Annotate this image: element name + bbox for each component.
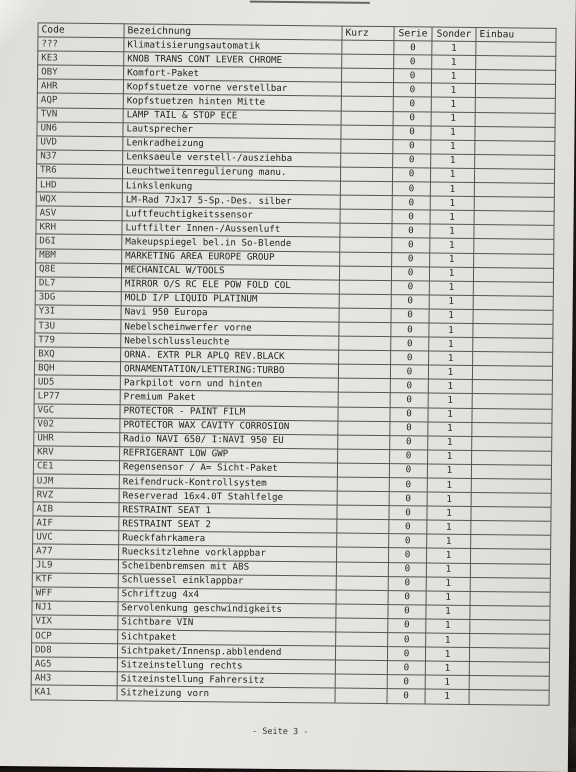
sonder-cell: 1 — [428, 393, 472, 408]
serie-cell: 0 — [390, 421, 428, 435]
description-cell: Lenkradheizung — [123, 137, 341, 153]
kurz-cell — [336, 576, 388, 591]
sonder-cell: 1 — [426, 605, 470, 620]
kurz-cell — [336, 618, 388, 633]
code-cell: N37 — [37, 150, 123, 165]
description-cell: Luftfilter Innen-/Aussenluft — [122, 221, 340, 237]
serie-cell: 0 — [392, 168, 430, 182]
einbau-cell — [472, 408, 552, 423]
serie-cell: 0 — [391, 308, 429, 322]
serie-cell: 0 — [391, 266, 429, 280]
sonder-cell: 1 — [425, 675, 469, 690]
einbau-cell — [474, 197, 554, 212]
einbau-cell — [474, 239, 554, 254]
kurz-cell — [342, 68, 394, 83]
einbau-cell — [469, 690, 549, 705]
kurz-cell — [336, 548, 388, 563]
sonder-cell: 1 — [431, 112, 475, 127]
code-cell: VGC — [34, 403, 120, 418]
kurz-cell — [338, 364, 390, 379]
description-cell: Schriftzug 4x4 — [118, 588, 336, 604]
description-cell: LAMP TAIL & STOP ECE — [123, 108, 341, 124]
code-cell: T79 — [35, 333, 121, 348]
serie-cell: 0 — [393, 139, 431, 153]
code-cell: T3U — [35, 319, 121, 334]
serie-cell: 0 — [388, 604, 426, 618]
kurz-cell — [338, 393, 390, 408]
einbau-cell — [475, 112, 555, 127]
einbau-cell — [474, 183, 554, 198]
kurz-cell — [336, 604, 388, 619]
code-cell: 3DG — [35, 291, 121, 306]
einbau-cell — [473, 338, 553, 353]
kurz-cell — [338, 449, 390, 464]
serie-cell: 0 — [389, 534, 427, 548]
serie-cell: 0 — [392, 196, 430, 210]
sonder-cell: 1 — [427, 464, 471, 479]
code-cell: TVN — [37, 107, 123, 122]
kurz-cell — [336, 590, 388, 605]
serie-cell: 0 — [389, 520, 427, 534]
description-cell: RESTRAINT SEAT 1 — [119, 503, 337, 519]
einbau-cell — [474, 225, 554, 240]
kurz-cell — [339, 280, 391, 295]
code-cell: BXQ — [35, 347, 121, 362]
sonder-cell: 1 — [430, 253, 474, 268]
header-description: Bezeichnung — [124, 24, 342, 40]
serie-cell: 0 — [387, 661, 425, 675]
kurz-cell — [341, 139, 393, 154]
sonder-cell: 1 — [428, 379, 472, 394]
code-cell: ??? — [38, 37, 124, 52]
code-cell: UN6 — [37, 122, 123, 137]
einbau-cell — [472, 394, 552, 409]
serie-cell: 0 — [388, 633, 426, 647]
description-cell: Navi 950 Europa — [121, 306, 339, 322]
sonder-cell: 1 — [428, 365, 472, 380]
einbau-cell — [471, 464, 551, 479]
code-cell: RVZ — [33, 488, 119, 503]
sonder-cell: 1 — [427, 478, 471, 493]
header-code: Code — [38, 23, 124, 38]
serie-cell: 0 — [389, 464, 427, 478]
code-cell: D6I — [36, 234, 122, 249]
description-cell: KNOB TRANS CONT LEVER CHROME — [124, 52, 342, 68]
description-cell: MIRROR O/S RC ELE POW FOLD COL — [121, 277, 339, 293]
kurz-cell — [335, 660, 387, 675]
description-cell: REFRIGERANT LOW GWP — [120, 447, 338, 463]
einbau-cell — [473, 309, 553, 324]
einbau-cell — [473, 267, 553, 282]
sonder-cell: 1 — [428, 422, 472, 437]
code-cell: NJ1 — [32, 601, 118, 616]
sonder-cell: 1 — [428, 450, 472, 465]
description-cell: Luftfeuchtigkeitssensor — [122, 207, 340, 223]
cut-off-heading — [250, 1, 370, 8]
sonder-cell: 1 — [426, 577, 470, 592]
einbau-cell — [476, 70, 556, 85]
serie-cell: 0 — [393, 83, 431, 97]
sonder-cell: 1 — [430, 182, 474, 197]
sonder-cell: 1 — [429, 267, 473, 282]
serie-cell: 0 — [388, 619, 426, 633]
kurz-cell — [341, 125, 393, 140]
serie-cell: 0 — [394, 41, 432, 55]
description-cell: Sitzheizung vorn — [117, 686, 335, 702]
sonder-cell: 1 — [427, 534, 471, 549]
kurz-cell — [337, 491, 389, 506]
kurz-cell — [340, 181, 392, 196]
serie-cell: 0 — [391, 323, 429, 337]
code-cell: Q8E — [35, 262, 121, 277]
serie-cell: 0 — [392, 182, 430, 196]
header-kurz: Kurz — [342, 26, 394, 41]
einbau-cell — [471, 535, 551, 550]
einbau-cell — [473, 281, 553, 296]
sonder-cell: 1 — [426, 591, 470, 606]
einbau-cell — [476, 56, 556, 71]
kurz-cell — [340, 195, 392, 210]
serie-cell: 0 — [392, 238, 430, 252]
code-cell: AQP — [37, 93, 123, 108]
einbau-cell — [476, 42, 556, 57]
code-cell: CE1 — [33, 460, 119, 475]
code-cell: UVD — [37, 136, 123, 151]
description-cell: Premium Paket — [120, 390, 338, 406]
code-cell: AIF — [33, 516, 119, 531]
serie-cell: 0 — [391, 294, 429, 308]
header-sonder: Sonder — [432, 27, 476, 42]
description-cell: Scheibenbremsen mit ABS — [118, 559, 336, 575]
code-cell: V02 — [34, 418, 120, 433]
serie-cell: 0 — [388, 562, 426, 576]
kurz-cell — [339, 322, 391, 337]
description-cell: MOLD I/P LIQUID PLATINUM — [121, 292, 339, 308]
code-cell: UVC — [33, 530, 119, 545]
description-cell: Makeupspiegel bel.in So-Blende — [122, 235, 340, 251]
serie-cell: 0 — [393, 153, 431, 167]
serie-cell: 0 — [390, 407, 428, 421]
code-cell: AH3 — [31, 671, 117, 686]
sonder-cell: 1 — [432, 55, 476, 70]
serie-cell: 0 — [390, 449, 428, 463]
description-cell: Leuchtweitenregulierung manu. — [122, 165, 340, 181]
description-cell: Radio NAVI 650/ I:NAVI 950 EU — [120, 432, 338, 448]
header-serie: Serie — [394, 27, 432, 41]
kurz-cell — [336, 562, 388, 577]
description-cell: Sichtbare VIN — [118, 616, 336, 632]
description-cell: Reserverad 16x4.0T Stahlfelge — [119, 489, 337, 505]
serie-cell: 0 — [394, 69, 432, 83]
kurz-cell — [337, 477, 389, 492]
einbau-cell — [470, 619, 550, 634]
code-cell: AG5 — [31, 657, 117, 672]
sonder-cell: 1 — [430, 196, 474, 211]
serie-cell: 0 — [389, 478, 427, 492]
kurz-cell — [339, 266, 391, 281]
kurz-cell — [335, 688, 387, 703]
code-cell: KE3 — [38, 51, 124, 66]
code-cell: OCP — [32, 629, 118, 644]
description-cell: ORNA. EXTR PLR APLQ REV.BLACK — [121, 348, 339, 364]
sonder-cell: 1 — [431, 140, 475, 155]
serie-cell: 0 — [391, 351, 429, 365]
einbau-cell — [471, 493, 551, 508]
sonder-cell: 1 — [429, 337, 473, 352]
code-cell: MBM — [36, 248, 122, 263]
kurz-cell — [340, 237, 392, 252]
description-cell: Kopfstuetze vorne verstellbar — [123, 80, 341, 96]
einbau-cell — [471, 478, 551, 493]
description-cell: Kopfstuetzen hinten Mitte — [123, 94, 341, 110]
description-cell: Klimatisierungsautomatik — [124, 38, 342, 54]
code-cell: WQX — [36, 192, 122, 207]
einbau-cell — [473, 352, 553, 367]
serie-cell: 0 — [389, 506, 427, 520]
einbau-cell — [470, 605, 550, 620]
serie-cell: 0 — [388, 576, 426, 590]
serie-cell: 0 — [392, 210, 430, 224]
sonder-cell: 1 — [430, 210, 474, 225]
kurz-cell — [340, 167, 392, 182]
code-cell: TR6 — [36, 164, 122, 179]
sonder-cell: 1 — [427, 520, 471, 535]
kurz-cell — [340, 209, 392, 224]
description-cell: Lenksaeule verstell-/ausziehba — [123, 151, 341, 167]
code-cell: UD5 — [34, 375, 120, 390]
description-cell: Sitzeinstellung rechts — [117, 658, 335, 674]
kurz-cell — [339, 350, 391, 365]
serie-cell: 0 — [393, 97, 431, 111]
code-cell: AIB — [33, 502, 119, 517]
description-cell: MECHANICAL W/TOOLS — [121, 263, 339, 279]
code-cell: ASV — [36, 206, 122, 221]
description-cell: Reifendruck-Kontrollsystem — [119, 475, 337, 491]
kurz-cell — [337, 519, 389, 534]
einbau-cell — [469, 676, 549, 691]
einbau-cell — [469, 648, 549, 663]
serie-cell: 0 — [390, 393, 428, 407]
kurz-cell — [337, 505, 389, 520]
einbau-cell — [471, 521, 551, 536]
serie-cell: 0 — [393, 111, 431, 125]
description-cell: RESTRAINT SEAT 2 — [119, 517, 337, 533]
serie-cell: 0 — [391, 337, 429, 351]
serie-cell: 0 — [390, 365, 428, 379]
kurz-cell — [340, 252, 392, 267]
code-cell: WFF — [32, 587, 118, 602]
serie-cell: 0 — [390, 379, 428, 393]
serie-cell: 0 — [387, 675, 425, 689]
sonder-cell: 1 — [426, 548, 470, 563]
sonder-cell: 1 — [429, 351, 473, 366]
code-cell: KRH — [36, 220, 122, 235]
description-cell: Nebelschlussleuchte — [121, 334, 339, 350]
kurz-cell — [337, 533, 389, 548]
kurz-cell — [341, 153, 393, 168]
kurz-cell — [336, 632, 388, 647]
serie-cell: 0 — [387, 647, 425, 661]
serie-cell: 0 — [392, 252, 430, 266]
einbau-cell — [470, 563, 550, 578]
sonder-cell: 1 — [425, 647, 469, 662]
einbau-cell — [469, 662, 549, 677]
kurz-cell — [338, 378, 390, 393]
kurz-cell — [335, 646, 387, 661]
description-cell: Sichtpaket/Innensp.abblendend — [117, 644, 335, 660]
einbau-cell — [470, 633, 550, 648]
einbau-cell — [475, 84, 555, 99]
kurz-cell — [338, 407, 390, 422]
code-cell: DD8 — [31, 643, 117, 658]
description-cell: Linkslenkung — [122, 179, 340, 195]
description-cell: LM-Rad 7Jx17 5-Sp.-Des. silber — [122, 193, 340, 209]
description-cell: Komfort-Paket — [124, 66, 342, 82]
einbau-cell — [474, 211, 554, 226]
einbau-cell — [475, 98, 555, 113]
description-cell: MARKETING AREA EUROPE GROUP — [122, 249, 340, 265]
kurz-cell — [339, 308, 391, 323]
sonder-cell: 1 — [427, 492, 471, 507]
description-cell: ORNAMENTATION/LETTERING:TURBO — [120, 362, 338, 378]
sonder-cell: 1 — [426, 563, 470, 578]
einbau-cell — [475, 126, 555, 141]
code-cell: KA1 — [31, 685, 117, 700]
serie-cell: 0 — [388, 548, 426, 562]
sonder-cell: 1 — [428, 436, 472, 451]
einbau-cell — [472, 366, 552, 381]
code-cell: LHD — [36, 178, 122, 193]
einbau-cell — [470, 549, 550, 564]
code-cell: VIX — [32, 615, 118, 630]
einbau-cell — [473, 295, 553, 310]
kurz-cell — [340, 223, 392, 238]
sonder-cell: 1 — [430, 224, 474, 239]
kurz-cell — [339, 336, 391, 351]
serie-cell: 0 — [393, 125, 431, 139]
sonder-cell: 1 — [431, 126, 475, 141]
sonder-cell: 1 — [429, 295, 473, 310]
kurz-cell — [341, 111, 393, 126]
serie-cell: 0 — [389, 492, 427, 506]
kurz-cell — [342, 40, 394, 55]
einbau-cell — [475, 140, 555, 155]
sonder-cell: 1 — [429, 281, 473, 296]
einbau-cell — [471, 507, 551, 522]
serie-cell: 0 — [391, 280, 429, 294]
sonder-cell: 1 — [431, 97, 475, 112]
sonder-cell: 1 — [426, 619, 470, 634]
serie-cell: 0 — [388, 590, 426, 604]
sonder-cell: 1 — [430, 168, 474, 183]
code-cell: UHR — [34, 432, 120, 447]
code-cell: DL7 — [35, 277, 121, 292]
code-cell: KRV — [34, 446, 120, 461]
code-cell: LP77 — [34, 389, 120, 404]
code-cell: KTF — [32, 573, 118, 588]
sonder-cell: 1 — [426, 633, 470, 648]
code-cell: UJM — [33, 474, 119, 489]
sonder-cell: 1 — [429, 309, 473, 324]
sonder-cell: 1 — [425, 661, 469, 676]
einbau-cell — [472, 450, 552, 465]
kurz-cell — [338, 421, 390, 436]
sonder-cell: 1 — [425, 689, 469, 704]
description-cell: PROTECTOR - PAINT FILM — [120, 404, 338, 420]
kurz-cell — [335, 674, 387, 689]
einbau-cell — [474, 168, 554, 183]
einbau-cell — [475, 154, 555, 169]
equipment-table — [31, 22, 557, 705]
description-cell: Sitzeinstellung Fahrersitz — [117, 672, 335, 688]
code-cell: BQH — [34, 361, 120, 376]
code-cell: AHR — [37, 79, 123, 94]
einbau-cell — [472, 422, 552, 437]
description-cell: Parkpilot vorn und hinten — [120, 376, 338, 392]
description-cell: Ruecksitzlehne vorklappbar — [119, 545, 337, 561]
sonder-cell: 1 — [432, 41, 476, 56]
description-cell: Regensensor / A= Sicht-Paket — [119, 461, 337, 477]
kurz-cell — [339, 294, 391, 309]
kurz-cell — [341, 82, 393, 97]
sonder-cell: 1 — [427, 506, 471, 521]
kurz-cell — [341, 97, 393, 112]
description-cell: Schluessel einklappbar — [118, 573, 336, 589]
serie-cell: 0 — [394, 55, 432, 69]
code-cell: A77 — [33, 544, 119, 559]
code-cell: Y3I — [35, 305, 121, 320]
code-cell: JL9 — [32, 558, 118, 573]
einbau-cell — [474, 253, 554, 268]
serie-cell: 0 — [392, 224, 430, 238]
description-cell: Servolenkung geschwindigkeits — [118, 602, 336, 618]
sonder-cell: 1 — [430, 238, 474, 253]
einbau-cell — [472, 380, 552, 395]
description-cell: Nebelscheinwerfer vorne — [121, 320, 339, 336]
page-footer: - Seite 3 - — [0, 724, 568, 740]
kurz-cell — [342, 54, 394, 69]
sonder-cell: 1 — [432, 69, 476, 84]
sonder-cell: 1 — [429, 323, 473, 338]
sonder-cell: 1 — [428, 408, 472, 423]
description-cell: Rueckfahrkamera — [119, 531, 337, 547]
einbau-cell — [473, 323, 553, 338]
serie-cell: 0 — [390, 435, 428, 449]
einbau-cell — [470, 591, 550, 606]
serie-cell: 0 — [387, 689, 425, 703]
description-cell: Sichtpaket — [118, 630, 336, 646]
kurz-cell — [337, 463, 389, 478]
description-cell: PROTECTOR WAX CAVITY CORROSION — [120, 418, 338, 434]
sonder-cell: 1 — [431, 154, 475, 169]
einbau-cell — [472, 436, 552, 451]
einbau-cell — [470, 577, 550, 592]
header-einbau: Einbau — [476, 27, 556, 42]
description-cell: Lautsprecher — [123, 122, 341, 138]
code-cell: OBY — [38, 65, 124, 80]
kurz-cell — [338, 435, 390, 450]
sonder-cell: 1 — [431, 83, 475, 98]
